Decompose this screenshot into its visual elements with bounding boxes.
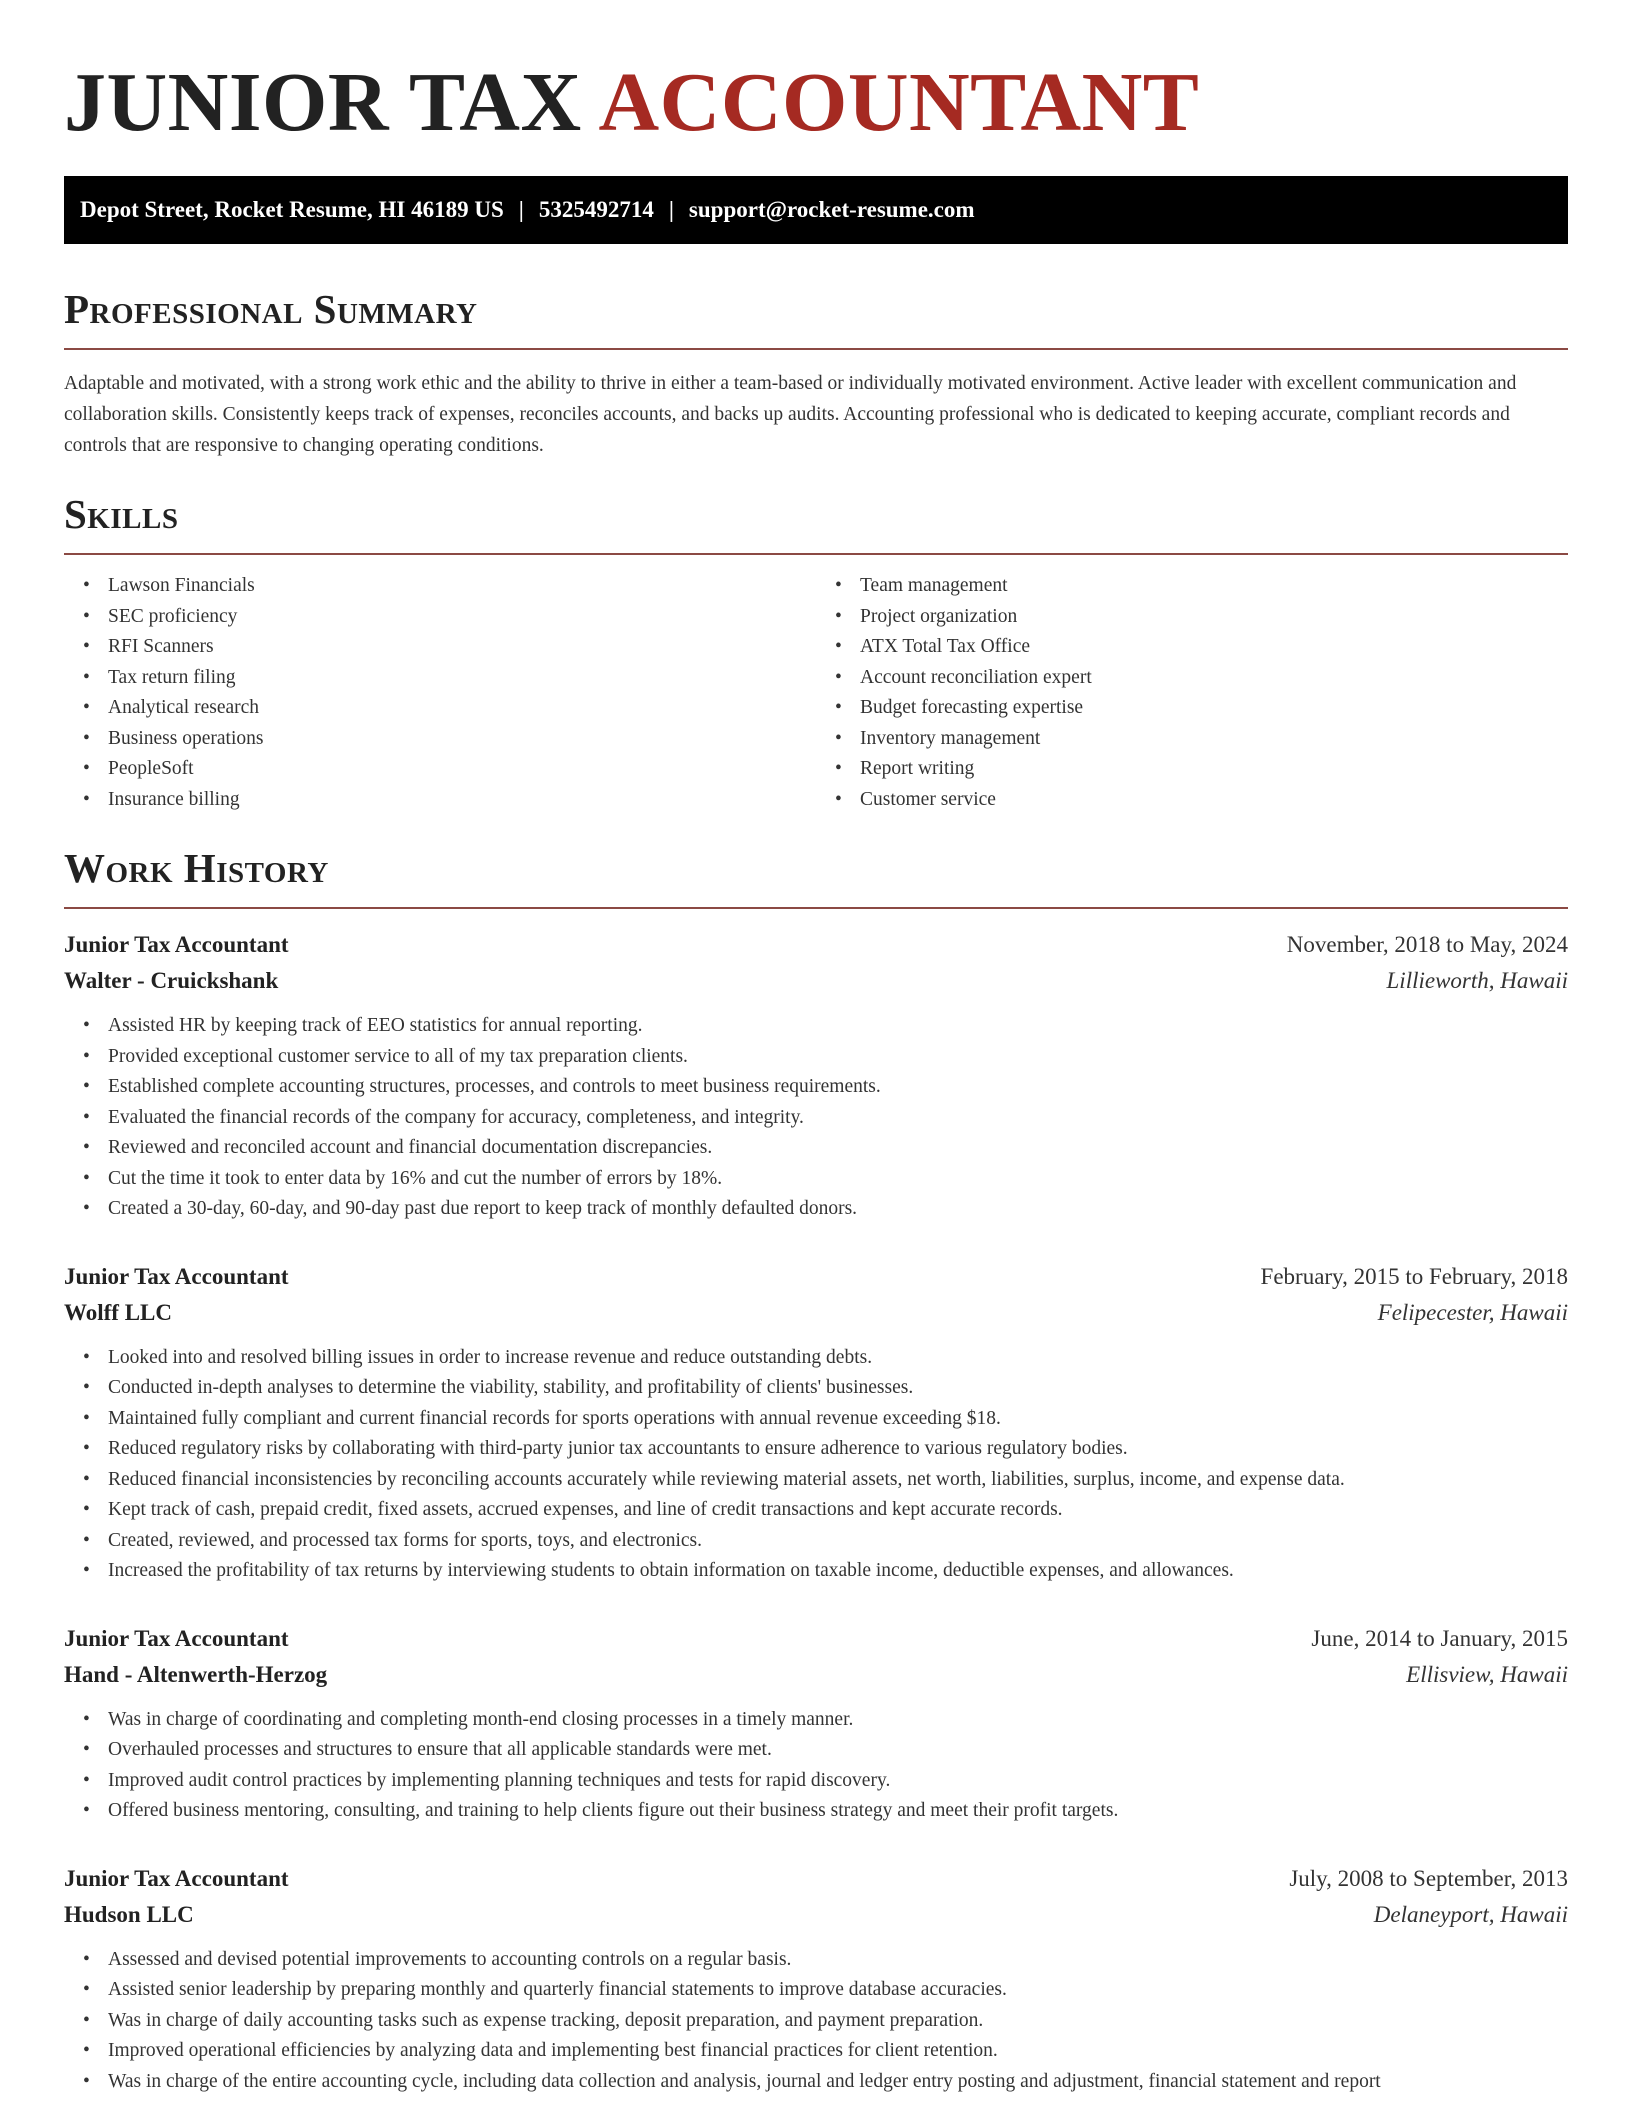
skill-item: • SEC proficiency [108,602,816,633]
job-bullet: • Was in charge of the entire accounting cycle, including data collection and analysis, journal and ledger entry posting and adjustment, financial statement and report [108,2067,1568,2098]
job-location: Felipecester, Hawaii [1377,1299,1568,1325]
job-dates: July, 2008 to September, 2013 [1289,1865,1568,1891]
section-divider [64,553,1568,555]
skill-item: • Tax return filing [108,663,816,694]
job-title: Junior Tax Accountant [64,1865,289,1891]
skill-item: • RFI Scanners [108,632,816,663]
skill-item: • Team management [860,571,1568,602]
job-bullet: • Was in charge of coordinating and completing month-end closing processes in a timely manner. [108,1705,1568,1736]
job-bullet: • Assessed and devised potential improvements to accounting controls on a regular basis. [108,1945,1568,1976]
summary-heading: Professional Summary [64,286,478,332]
contact-bar [64,176,1568,244]
skills-grid [64,571,1568,815]
resume-page [64,0,1568,2097]
job-bullet: • Provided exceptional customer service to all of my tax preparation clients. [108,1042,1568,1073]
job-location: Lillieworth, Hawaii [1386,968,1568,993]
job-dates: November, 2018 to May, 2024 [1286,932,1568,957]
job-bullet: • Reduced regulatory risks by collaborating with third-party junior tax accountants to ensure adherence to various regulatory bodies. [108,1434,1568,1465]
job-company: Hand - Altenwerth-Herzog [64,1661,328,1687]
work-history-heading: Work History [64,845,329,891]
job-title: Junior Tax Accountant [64,1263,289,1289]
job-company-row [64,1897,1568,1933]
job-bullet: • Improved audit control practices by implementing planning techniques and tests for rapid discovery. [108,1766,1568,1797]
resume-title [64,0,1568,148]
skill-item: • Business operations [108,724,816,755]
skill-item: • PeopleSoft [108,754,816,785]
job-dates: February, 2015 to February, 2018 [1260,1263,1568,1289]
job-company: Hudson LLC [64,1901,194,1927]
job-entry [64,1259,1568,1587]
contact-separator: | [668,197,674,222]
job-bullet: • Created a 30-day, 60-day, and 90-day past due report to keep track of monthly defaulted donors. [108,1194,1568,1225]
job-entry [64,1861,1568,2098]
job-header-row [64,1861,1568,1897]
job-bullet: • Was in charge of daily accounting tasks such as expense tracking, deposit preparation, and payment preparation. [108,2006,1568,2037]
job-bullet: • Assisted senior leadership by preparing monthly and quarterly financial statements to improve database accuracies. [108,1975,1568,2006]
title-part-1: JUNIOR TAX [64,56,582,149]
job-company-row [64,1295,1568,1331]
skill-item: • Project organization [860,602,1568,633]
job-bullet: • Kept track of cash, prepaid credit, fixed assets, accrued expenses, and line of credit transactions and kept accurate records. [108,1495,1568,1526]
job-bullet: • Improved operational efficiencies by analyzing data and implementing best financial practices for client retention. [108,2036,1568,2067]
contact-phone: 5325492714 [538,197,654,222]
job-bullet: • Offered business mentoring, consulting, and training to help clients figure out their business strategy and meet their profit targets. [108,1796,1568,1827]
skills-list-right [816,571,1568,815]
job-title: Junior Tax Accountant [64,1625,289,1651]
job-company: Walter - Cruickshank [64,968,279,993]
job-bullet: • Looked into and resolved billing issues in order to increase revenue and reduce outstanding debts. [108,1343,1568,1374]
section-divider [64,907,1568,909]
job-title: Junior Tax Accountant [64,932,289,957]
job-entry [64,1621,1568,1827]
job-bullet: • Assisted HR by keeping track of EEO statistics for annual reporting. [108,1011,1568,1042]
job-bullet: • Increased the profitability of tax returns by interviewing students to obtain information on taxable income, deductible expenses, and allowances. [108,1556,1568,1587]
skill-item: • Account reconciliation expert [860,663,1568,694]
job-entry [64,927,1568,1225]
job-header-row [64,927,1568,963]
job-bullets [64,1705,1568,1827]
skill-item: • Inventory management [860,724,1568,755]
job-bullet: • Conducted in-depth analyses to determine the viability, stability, and profitability of clients' businesses. [108,1373,1568,1404]
job-bullet: • Created, reviewed, and processed tax forms for sports, toys, and electronics. [108,1526,1568,1557]
job-location: Delaneyport, Hawaii [1373,1901,1568,1927]
job-bullets [64,1945,1568,2098]
job-bullet: • Maintained fully compliant and current financial records for sports operations with annual revenue exceeding $18. [108,1404,1568,1435]
skill-item: • Analytical research [108,693,816,724]
skill-item: • Insurance billing [108,785,816,816]
job-bullet: • Evaluated the financial records of the company for accuracy, completeness, and integrity. [108,1103,1568,1134]
job-bullet: • Cut the time it took to enter data by 16% and cut the number of errors by 18%. [108,1164,1568,1195]
job-company-row [64,963,1568,999]
skill-item: • Lawson Financials [108,571,816,602]
job-bullets [64,1011,1568,1225]
contact-email[interactable]: support@rocket-resume.com [688,197,975,222]
skill-item: • Report writing [860,754,1568,785]
section-divider [64,348,1568,350]
skill-item: • Customer service [860,785,1568,816]
job-company-row [64,1657,1568,1693]
contact-separator: | [518,197,524,222]
title-part-2: ACCOUNTANT [598,56,1200,149]
job-header-row [64,1259,1568,1295]
skills-heading: Skills [64,491,179,537]
job-bullet: • Reduced financial inconsistencies by reconciling accounts accurately while reviewing material assets, net worth, liabilities, surplus, income, and expense data. [108,1465,1568,1496]
job-company: Wolff LLC [64,1299,172,1325]
job-bullets [64,1343,1568,1587]
job-header-row [64,1621,1568,1657]
skill-item: • ATX Total Tax Office [860,632,1568,663]
summary-text: Adaptable and motivated, with a strong work ethic and the ability to thrive in either a team-based or individually motivated environment. Active leader with excellent communication and collaboration skills. Consistently keeps track of expenses, reconciles accounts, and backs up audits. Accounting professional who is dedicated to keeping accurate, compliant records and controls that are responsive to changing operating conditions. [64,373,1517,456]
contact-address: Depot Street, Rocket Resume, HI 46189 US [80,197,504,222]
job-bullet: • Established complete accounting structures, processes, and controls to meet business requirements. [108,1072,1568,1103]
job-bullet: • Overhauled processes and structures to ensure that all applicable standards were met. [108,1735,1568,1766]
job-bullet: • Reviewed and reconciled account and financial documentation discrepancies. [108,1133,1568,1164]
job-dates: June, 2014 to January, 2015 [1311,1625,1568,1651]
job-location: Ellisview, Hawaii [1406,1661,1568,1687]
skill-item: • Budget forecasting expertise [860,693,1568,724]
skills-list-left [64,571,816,815]
